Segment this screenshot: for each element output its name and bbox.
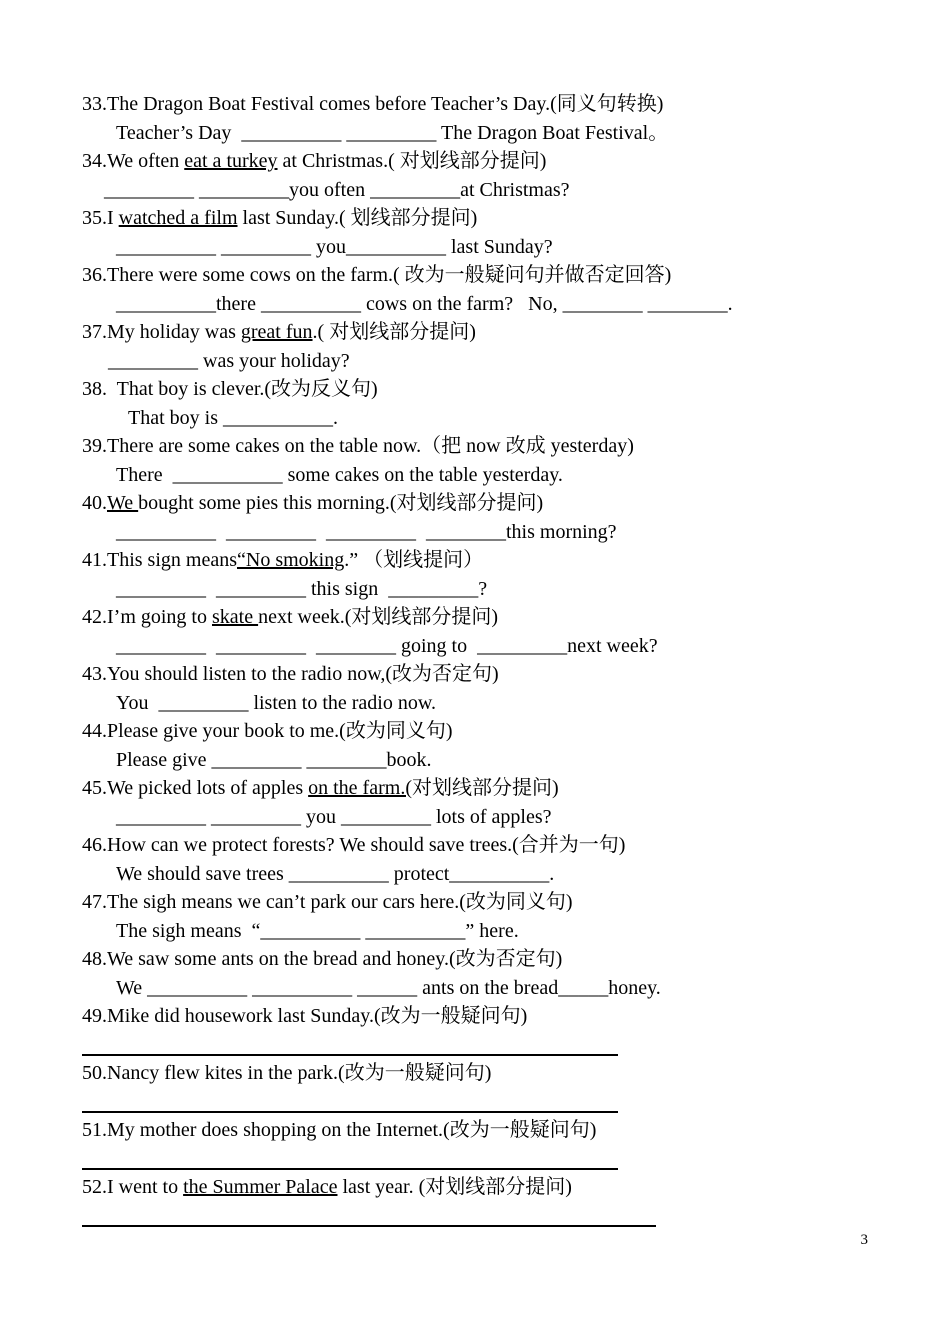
question-41 <box>82 546 882 575</box>
answer-47: The sigh means “__________ __________” here. <box>116 919 519 942</box>
underlined-part: eat a turkey <box>184 150 278 172</box>
question-text: 41.This sign means <box>82 549 237 571</box>
answer-rule <box>82 1225 656 1227</box>
question-text: 52.I went to <box>82 1176 184 1198</box>
answer-38: That boy is ___________. <box>128 406 338 429</box>
answer-40: __________ _________ _________ ________this morning? <box>116 520 617 543</box>
question-text: .” （划线提问） <box>344 549 484 571</box>
underlined-part: on the farm.( <box>308 777 412 799</box>
question-52 <box>82 1173 882 1202</box>
answer-42: _________ _________ ________ going to _________next week? <box>116 634 658 657</box>
underlined-part: “No smoking <box>237 549 345 571</box>
question-49: 49.Mike did housework last Sunday.(改为一般疑问句) <box>82 1005 528 1027</box>
answer-line-51 <box>82 1145 882 1174</box>
answer-rule <box>82 1111 618 1113</box>
question-text: 40. <box>82 492 107 514</box>
answer-44: Please give _________ ________book. <box>116 748 432 771</box>
question-47: 47.The sigh means we can’t park our cars here.(改为同义句) <box>82 891 573 913</box>
answer-36: __________there __________ cows on the farm? No, ________ ________. <box>116 292 733 315</box>
question-48: 48.We saw some ants on the bread and honey.(改为否定句) <box>82 948 563 970</box>
question-text: at Christmas.( 对划线部分提问) <box>277 150 547 172</box>
page-number: 3 <box>860 1232 868 1248</box>
answer-43: You _________ listen to the radio now. <box>116 691 436 714</box>
underlined-part: skate <box>212 606 259 628</box>
question-50: 50.Nancy flew kites in the park.(改为一般疑问句) <box>82 1062 492 1084</box>
question-51: 51.My mother does shopping on the Internet.(改为一般疑问句) <box>82 1119 597 1141</box>
question-text: 37.My holiday was <box>82 321 241 343</box>
question-text: bought some pies this morning.(对划线部分提问) <box>138 492 544 514</box>
question-text: 34.We often <box>82 150 185 172</box>
question-35 <box>82 204 882 233</box>
underlined-part: great fun <box>240 321 313 343</box>
question-33: 33.The Dragon Boat Festival comes before Teacher’s Day.(同义句转换) <box>82 93 664 115</box>
question-39: 39.There are some cakes on the table now.（把 now 改成 yesterday) <box>82 435 634 457</box>
underlined-part: We <box>107 492 139 514</box>
question-text: 对划线部分提问) <box>411 777 559 799</box>
exercise-list <box>82 90 882 1230</box>
answer-35: __________ _________ you__________ last Sunday? <box>116 235 553 258</box>
question-text: 42.I’m going to <box>82 606 212 628</box>
question-45 <box>82 774 882 803</box>
answer-46: We should save trees __________ protect__________. <box>116 862 555 885</box>
underlined-part: watched a film <box>118 207 238 229</box>
question-37 <box>82 318 882 347</box>
question-46: 46.How can we protect forests? We should save trees.(合并为一句) <box>82 834 626 856</box>
question-40 <box>82 489 882 518</box>
answer-37: _________ was your holiday? <box>108 349 350 372</box>
question-text: 45.We picked lots of apples <box>82 777 309 799</box>
question-36: 36.There were some cows on the farm.( 改为一般疑问句并做否定回答) <box>82 264 672 286</box>
answer-line-52 <box>82 1202 882 1231</box>
question-text: last year. (对划线部分提问) <box>337 1176 572 1198</box>
answer-line-50 <box>82 1088 882 1117</box>
question-text: last Sunday.( 划线部分提问) <box>237 207 478 229</box>
answer-line-49 <box>82 1031 882 1060</box>
answer-41: _________ _________ this sign _________? <box>116 577 488 600</box>
question-44: 44.Please give your book to me.(改为同义句) <box>82 720 453 742</box>
question-34 <box>82 147 882 176</box>
underlined-part: the Summer Palace <box>183 1176 338 1198</box>
question-text: .( 对划线部分提问) <box>312 321 476 343</box>
answer-48: We __________ __________ ______ ants on the bread_____honey. <box>116 976 661 999</box>
answer-rule <box>82 1168 618 1170</box>
question-43: 43.You should listen to the radio now,(改为否定句) <box>82 663 499 685</box>
answer-rule <box>82 1054 618 1056</box>
question-38: 38. That boy is clever.(改为反义句) <box>82 378 378 400</box>
question-text: next week.(对划线部分提问) <box>258 606 499 628</box>
answer-34: _________ _________you often _________at Christmas? <box>104 178 570 201</box>
question-42 <box>82 603 882 632</box>
question-text: 35.I <box>82 207 119 229</box>
answer-33: Teacher’s Day __________ _________ The Dragon Boat Festival。 <box>116 121 669 144</box>
answer-39: There ___________ some cakes on the table yesterday. <box>116 463 563 486</box>
answer-45: _________ _________ you _________ lots of apples? <box>116 805 552 828</box>
